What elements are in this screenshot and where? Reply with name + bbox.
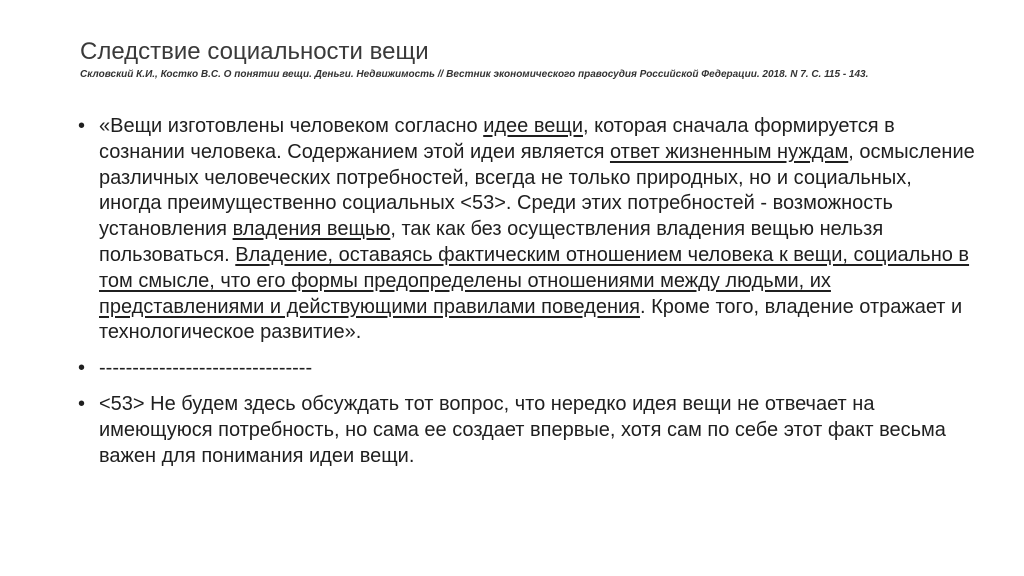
quote-underlined-possession: владения вещью	[232, 218, 391, 241]
quote-text-5: . Кроме того, владение отражает и технологическое развитие».	[99, 295, 963, 344]
quote-text-2: , которая сначала формируется в сознании человека. Содержанием этой идеи является	[99, 115, 895, 163]
quote-text-4: , так как без осуществления владения вещью нельзя пользоваться.	[99, 218, 884, 266]
quote-underlined-idea: идее вещи	[483, 115, 583, 137]
quote-text-1: «Вещи изготовлены человеком согласно	[99, 115, 484, 137]
separator-line: --------------------------------	[99, 357, 313, 380]
bullet-dot: •	[78, 357, 86, 380]
quote-text-3: , осмысление различных человеческих потребностей, всегда не только природных, но и социальных, иногда преимущественно социальных <53>. Среди этих потребностей - возможность установления	[99, 140, 975, 241]
citation: Скловский К.И., Костко В.С. О понятии вещи. Деньги. Недвижимость // Вестник экономического правосудия Российской Федерации. 2018. N 7. С. 115 - 143.	[80, 69, 869, 80]
quote-underlined-social: Владение, оставаясь фактическим отношением человека к вещи, социально в том смысле, что его формы предопределены отношениями между людьми, их представлениями и действующими правилами поведения	[99, 243, 970, 318]
bullet-dot: •	[78, 115, 86, 137]
bullet-footnote	[78, 392, 978, 469]
bullet-dot: •	[78, 392, 86, 415]
slide-body	[78, 114, 978, 479]
quote-underlined-answer: ответ жизненным нуждам	[609, 140, 849, 163]
footnote-text: <53> Не будем здесь обсуждать тот вопрос, что нередко идея вещи не отвечает на имеющуюся потребность, но сама ее создает впервые, хотя сам по себе этот факт весьма важен для понимания идеи вещи.	[99, 392, 946, 467]
bullet-quote	[78, 114, 978, 346]
bullet-separator	[78, 356, 978, 382]
slide-title: Следствие социальности вещи	[80, 38, 429, 65]
